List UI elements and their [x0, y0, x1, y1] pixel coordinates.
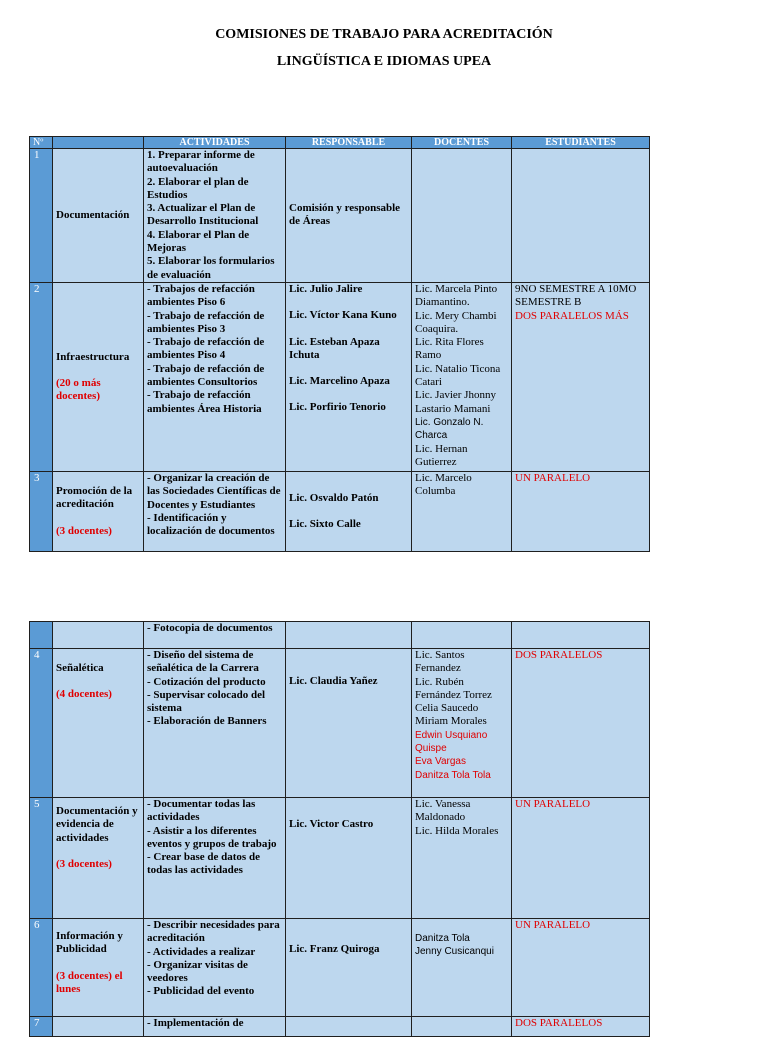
teacher-item: Lic. Rita Flores Ramo: [415, 336, 484, 362]
row-number: 5: [30, 798, 53, 919]
responsible-item: Lic. Julio Jalire: [289, 282, 363, 295]
commission-name: Documentación y evidencia de actividades: [56, 805, 138, 844]
responsible-cell: [286, 1017, 412, 1037]
table-row: [30, 798, 650, 919]
teacher-item: Miriam Morales: [415, 715, 487, 728]
responsible-item: Lic. Marcelino Apaza: [289, 375, 390, 388]
activity-item: - Organizar visitas de veedores: [147, 958, 248, 985]
row-number: 1: [30, 149, 53, 283]
teacher-item: Lic. Santos Fernandez: [415, 649, 465, 675]
commission-note: (4 docentes): [56, 688, 112, 701]
activities-cell: [144, 471, 286, 551]
activity-item: - Crear base de datos de todas las actividades: [147, 851, 260, 877]
activity-item: 1. Preparar informe de autoevaluación: [147, 149, 255, 175]
activity-item: - Elaboración de Banners: [147, 715, 267, 728]
responsible-cell: [286, 798, 412, 919]
students-cell: [512, 282, 650, 471]
table-row: [30, 471, 650, 551]
activity-item: - Identificación y localización de documentos: [147, 511, 275, 538]
commission-note: (20 o más docentes): [56, 376, 101, 403]
teacher-item: Lic. Hernan Gutierrez: [415, 442, 468, 468]
commission-cell: [53, 282, 144, 471]
responsible-item: Lic. Victor Castro: [289, 818, 374, 830]
students-cell: [512, 919, 650, 1017]
students-cell: [512, 622, 650, 649]
commission-cell: [53, 622, 144, 649]
activity-item: - Actividades a realizar: [147, 945, 256, 958]
teacher-item: Lic. Marcelo Columba: [415, 471, 472, 498]
table-row: [30, 282, 650, 471]
activity-item: 2. Elaborar el plan de Estudios: [147, 175, 249, 201]
teacher-item: Celia Saucedo: [415, 702, 479, 715]
teachers-cell: [412, 798, 512, 919]
responsible-item: Lic. Víctor Kana Kuno: [289, 309, 397, 322]
teacher-item: Lic. Vanessa Maldonado: [415, 798, 471, 824]
activity-item: - Asistir a los diferentes eventos y grupos de trabajo: [147, 824, 277, 850]
activity-item: - Trabajo de refacción de ambientes Piso 3: [147, 309, 265, 335]
responsible-item: Comisión y responsable de Áreas: [289, 202, 401, 228]
students-paralelos: UN PARALELO: [515, 919, 591, 931]
table-row: [30, 919, 650, 1017]
responsible-item: Lic. Franz Quiroga: [289, 943, 380, 955]
table-row: [30, 1017, 650, 1037]
teacher-item: Jenny Cusicanqui: [415, 946, 494, 958]
table-row: [30, 622, 650, 649]
teacher-item: Lic. Hilda Morales: [415, 824, 499, 837]
commission-cell: [53, 471, 144, 551]
responsible-cell: [286, 649, 412, 798]
teacher-item: Lic. Mery Chambi Coaquira.: [415, 309, 497, 335]
students-cell: [512, 798, 650, 919]
commission-note: (3 docentes): [56, 524, 112, 537]
teacher-item: Lic. Natalio Ticona Catari: [415, 362, 501, 389]
activities-cell: [144, 649, 286, 798]
responsible-cell: [286, 149, 412, 283]
header-teachers: DOCENTES: [412, 137, 512, 149]
teachers-cell: [412, 1017, 512, 1037]
students-paralelos: DOS PARALELOS: [515, 649, 603, 661]
students-cell: [512, 149, 650, 283]
activity-item: - Describir necesidades para acreditación: [147, 919, 280, 945]
activity-item: - Supervisar colocado del sistema: [147, 688, 266, 715]
commissions-table-part1: [29, 136, 650, 552]
activity-item: 4. Elaborar el Plan de Mejoras: [147, 228, 250, 255]
students-cell: [512, 471, 650, 551]
activities-cell: [144, 919, 286, 1017]
activity-item: - Trabajo de refacción de ambientes Consultorios: [147, 362, 265, 389]
activities-cell: [144, 282, 286, 471]
activities-cell: [144, 798, 286, 919]
commissions-table-part2: [29, 621, 650, 1037]
row-number: 3: [30, 471, 53, 551]
responsible-cell: [286, 919, 412, 1017]
students-cell: [512, 1017, 650, 1037]
document-subtitle: LINGÜÍSTICA E IDIOMAS UPEA: [276, 54, 492, 69]
activities-cell: [144, 622, 286, 649]
teachers-cell: [412, 471, 512, 551]
responsible-item: Lic. Sixto Calle: [289, 517, 361, 530]
activity-item: - Diseño del sistema de señalética de la Carrera: [147, 649, 259, 675]
responsible-item: Lic. Porfirio Tenorio: [289, 401, 386, 414]
document-title: COMISIONES DE TRABAJO PARA ACREDITACIÓN: [215, 27, 553, 42]
students-paralelos: DOS PARALELOS: [515, 1017, 603, 1029]
students-paralelos: UN PARALELO: [515, 798, 591, 810]
responsible-item: Lic. Esteban Apaza Ichuta: [289, 335, 380, 361]
commission-name: Documentación: [53, 149, 144, 283]
responsible-cell: [286, 282, 412, 471]
teacher-item: Lic. Marcela Pinto Diamantino.: [415, 282, 498, 309]
students-text: 9NO SEMESTRE A 10MO SEMESTRE B: [515, 282, 637, 309]
commission-cell: [53, 1017, 144, 1037]
table-row: [30, 149, 650, 283]
teachers-cell: [412, 149, 512, 283]
teacher-item: Eva Vargas: [415, 756, 466, 768]
students-paralelos: DOS PARALELOS MÁS: [515, 309, 629, 322]
responsible-item: Lic. Claudia Yañez: [289, 675, 378, 687]
activity-item: - Organizar la creación de las Sociedades Científicas de Docentes y Estudiantes: [147, 471, 281, 511]
activity-item: 5. Elaborar los formularios de evaluación: [147, 255, 275, 281]
commission-name: Información y Publicidad: [56, 930, 123, 956]
teacher-item: Lic. Javier Jhonny Lastario Mamani: [415, 389, 496, 415]
activity-item: - Implementación de: [147, 1017, 244, 1029]
header-commission: [53, 137, 144, 149]
activities-cell: [144, 149, 286, 283]
teachers-cell: [412, 622, 512, 649]
activity-item: - Cotización del producto: [147, 675, 266, 688]
teacher-item: Lic. Rubén Fernández Torrez: [415, 675, 492, 701]
activity-item: - Trabajos de refacción ambientes Piso 6: [147, 282, 255, 309]
commission-name: Señalética: [56, 662, 104, 674]
header-number: Nº: [30, 137, 53, 149]
activity-item: - Trabajo de refacción ambientes Área Historia: [147, 389, 262, 415]
activity-item: - Publicidad del evento: [147, 985, 255, 998]
teacher-item: Edwin Usquiano Quispe: [415, 729, 488, 755]
row-number: 7: [30, 1017, 53, 1037]
header-students: ESTUDIANTES: [512, 137, 650, 149]
row-number: [30, 622, 53, 649]
teachers-cell: [412, 919, 512, 1017]
commission-note: (3 docentes): [56, 857, 112, 870]
commission-note: (3 docentes) el lunes: [56, 969, 123, 995]
responsible-cell: [286, 471, 412, 551]
responsible-cell: [286, 622, 412, 649]
activities-cell: [144, 1017, 286, 1037]
commission-name: Promoción de la acreditación: [56, 485, 133, 511]
row-number: 4: [30, 649, 53, 798]
header-activities: ACTIVIDADES: [144, 137, 286, 149]
activity-item: - Trabajo de refacción de ambientes Piso 4: [147, 336, 265, 362]
table-header-row: [30, 137, 650, 149]
teacher-item: Danitza Tola: [415, 933, 470, 944]
commission-cell: [53, 919, 144, 1017]
activity-item: - Documentar todas las actividades: [147, 798, 256, 824]
teachers-cell: [412, 282, 512, 471]
activity-item: - Fotocopia de documentos: [147, 622, 273, 634]
teacher-item: Lic. Gonzalo N. Charca: [415, 416, 484, 442]
teachers-cell: [412, 649, 512, 798]
students-cell: [512, 649, 650, 798]
commission-cell: [53, 798, 144, 919]
row-number: 6: [30, 919, 53, 1017]
activity-item: 3. Actualizar el Plan de Desarrollo Institucional: [147, 202, 259, 228]
header-responsible: RESPONSABLE: [286, 137, 412, 149]
commission-cell: [53, 649, 144, 798]
teacher-item: Danitza Tola Tola: [415, 769, 491, 781]
commission-name: Infraestructura: [56, 350, 130, 363]
row-number: 2: [30, 282, 53, 471]
students-paralelos: UN PARALELO: [515, 471, 591, 484]
responsible-item: Lic. Osvaldo Patón: [289, 491, 379, 504]
table-row: [30, 649, 650, 798]
